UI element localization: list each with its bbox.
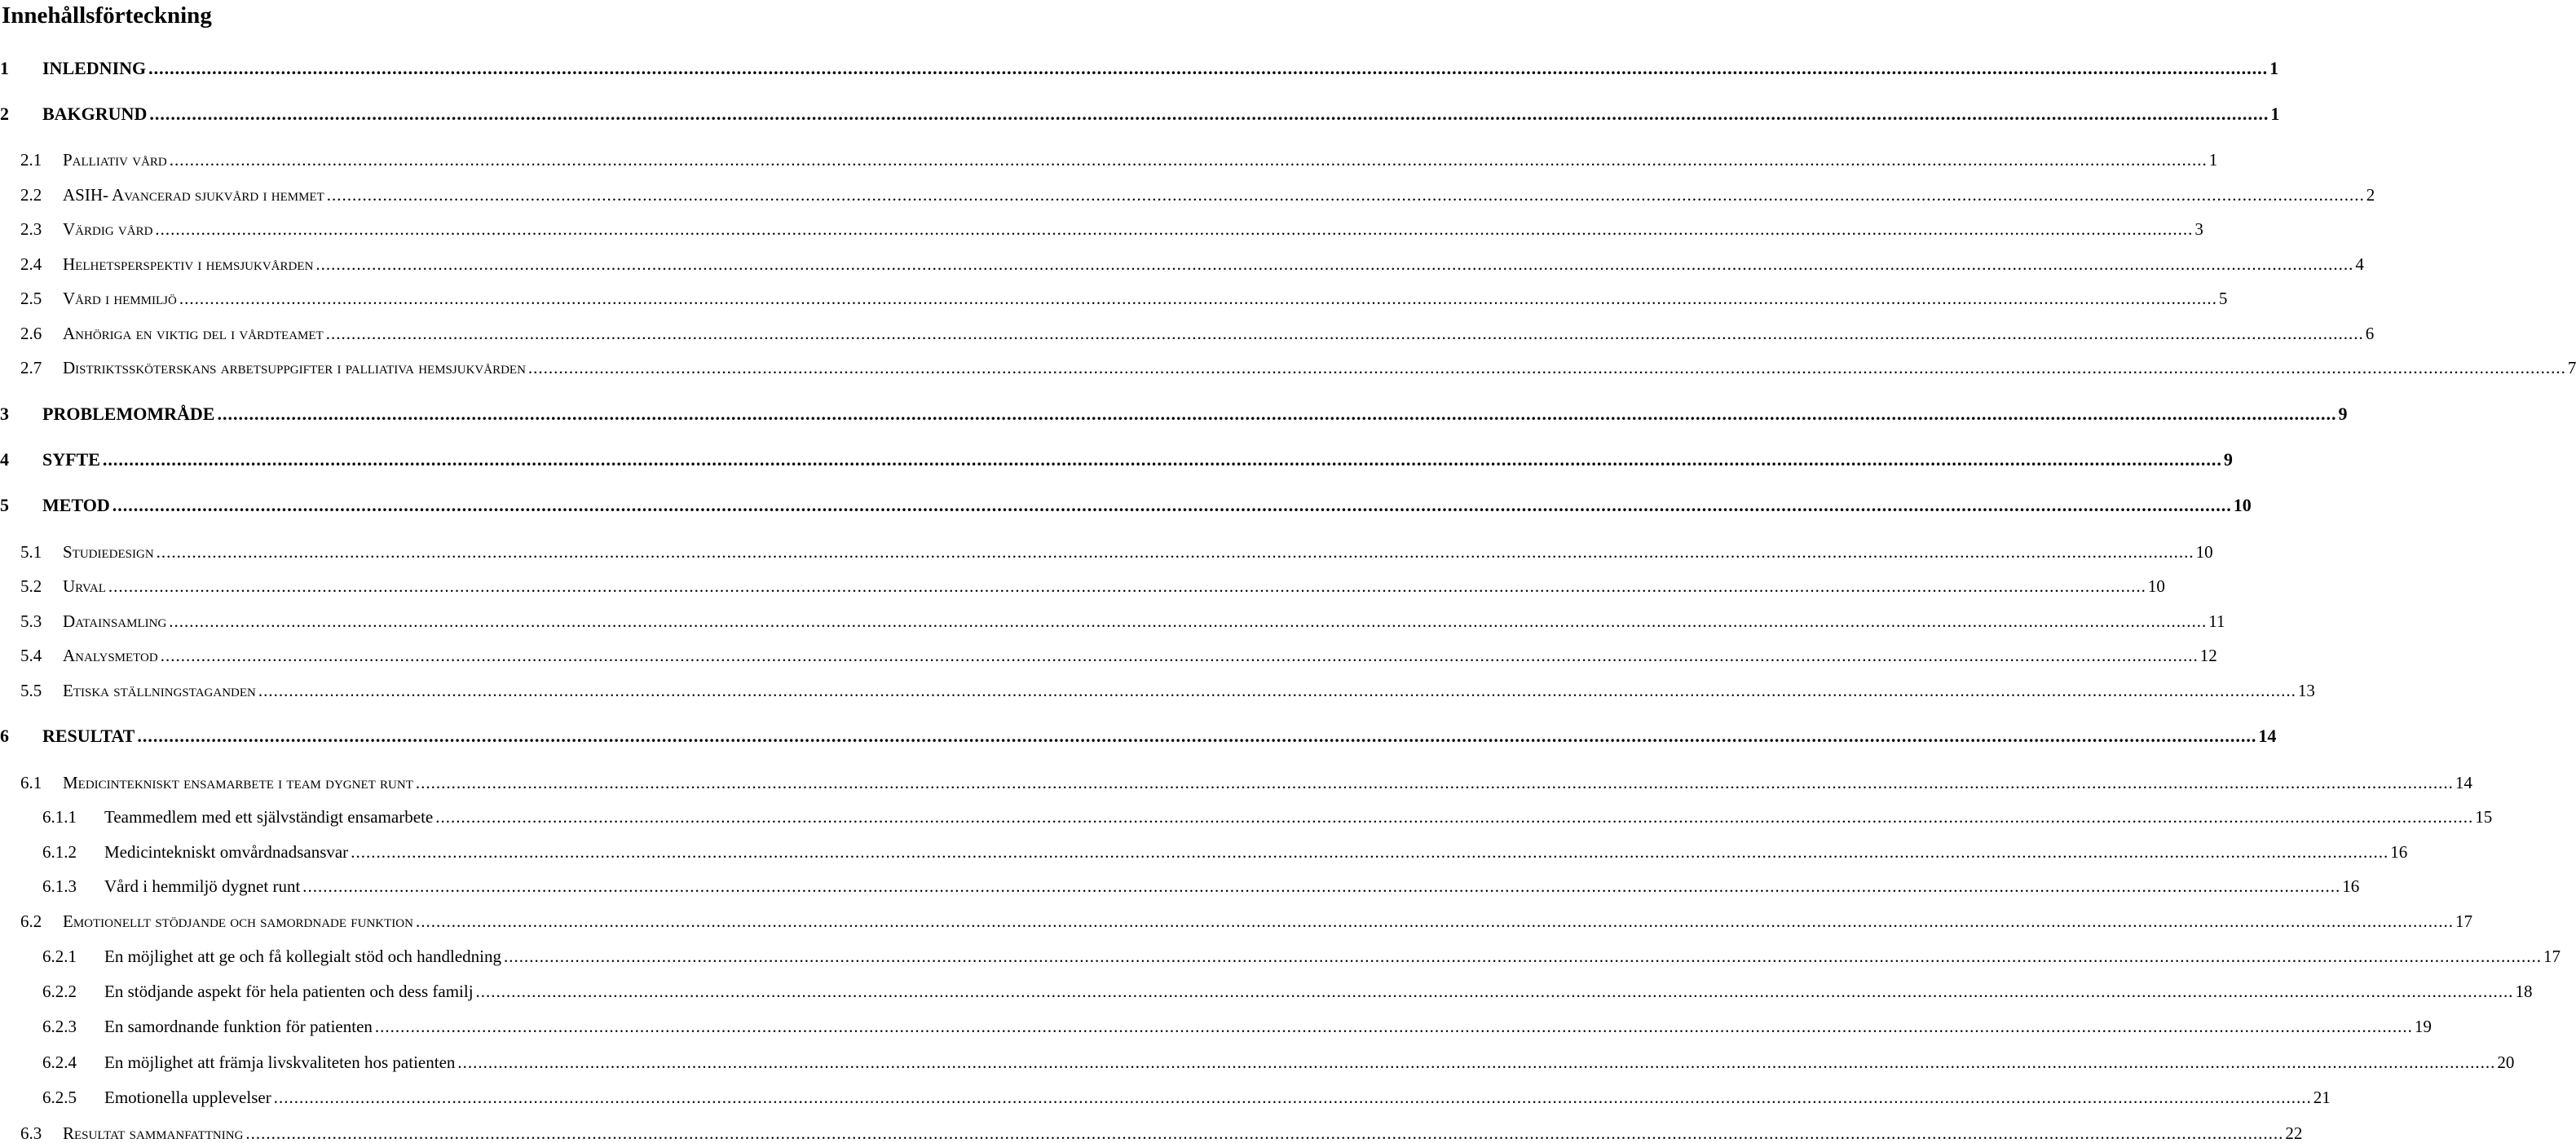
toc-entry-number: 6.1.2 bbox=[42, 842, 77, 862]
toc-entry-page-number: 7 bbox=[2567, 358, 2576, 377]
toc-entry-number: 6.1.1 bbox=[42, 807, 77, 827]
toc-entry-page-number: 5 bbox=[2218, 289, 2228, 308]
toc-entry-page-number: 16 bbox=[2342, 876, 2360, 896]
dot-leader: ................................................................................................................................................................................................................................................................................................................................................................................................................ bbox=[108, 576, 2146, 596]
toc-entry-title: BAKGRUND bbox=[42, 104, 148, 124]
toc-entry-page-number: 12 bbox=[2199, 646, 2217, 665]
toc-entry-title: Resultat sammanfattning bbox=[63, 1123, 244, 1143]
toc-entry-page-number: 17 bbox=[2543, 947, 2561, 966]
dot-leader: ................................................................................................................................................................................................................................................................................................................................................................................................................ bbox=[155, 219, 2194, 239]
toc-entry-title: Palliativ vård bbox=[63, 150, 167, 170]
toc-entry-page-number: 10 bbox=[2195, 542, 2213, 562]
toc-entry-number: 5.1 bbox=[20, 542, 42, 562]
toc-entry-page-number: 22 bbox=[2285, 1123, 2303, 1143]
toc-entry[interactable] bbox=[0, 723, 2277, 746]
toc-entry[interactable] bbox=[0, 1049, 2515, 1072]
toc-entry-title: Värdig vård bbox=[63, 219, 153, 239]
toc-entry-number: 4 bbox=[0, 449, 9, 470]
toc-entry-number: 6.2.3 bbox=[42, 1017, 77, 1036]
dot-leader: ................................................................................................................................................................................................................................................................................................................................................................................................................ bbox=[137, 726, 2257, 746]
toc-entry-page-number: 13 bbox=[2297, 681, 2315, 700]
toc-entry-page-number: 9 bbox=[2223, 449, 2233, 470]
toc-entry[interactable] bbox=[0, 943, 2561, 966]
dot-leader: ................................................................................................................................................................................................................................................................................................................................................................................................................ bbox=[148, 58, 2269, 78]
toc-entry-number: 6.3 bbox=[20, 1123, 42, 1143]
toc-entry-title: METOD bbox=[42, 495, 110, 515]
toc-entry-page-number: 14 bbox=[2455, 773, 2472, 792]
toc-entry-title: En möjlighet att främja livskvaliteten hos patienten bbox=[104, 1053, 456, 1072]
toc-heading: Innehållsförteckning bbox=[2, 2, 212, 29]
toc-entry-number: 6.2.1 bbox=[42, 947, 77, 966]
toc-entry-number: 5.3 bbox=[20, 611, 42, 631]
toc-entry[interactable] bbox=[0, 355, 2576, 377]
toc-entry-page-number: 9 bbox=[2338, 404, 2348, 424]
toc-entry-page-number: 20 bbox=[2497, 1053, 2515, 1072]
dot-leader: ................................................................................................................................................................................................................................................................................................................................................................................................................ bbox=[315, 254, 2354, 274]
toc-entry-number: 5.2 bbox=[20, 576, 42, 596]
toc-entry[interactable] bbox=[0, 1013, 2432, 1036]
dot-leader: ................................................................................................................................................................................................................................................................................................................................................................................................................ bbox=[245, 1123, 2284, 1143]
dot-leader: ................................................................................................................................................................................................................................................................................................................................................................................................................ bbox=[475, 982, 2514, 1001]
toc-entry[interactable] bbox=[0, 677, 2315, 700]
toc-entry-title: Analysmetod bbox=[63, 646, 158, 665]
toc-entry-page-number: 1 bbox=[2208, 150, 2218, 170]
toc-entry-page-number: 10 bbox=[2233, 495, 2252, 515]
toc-entry-title: Anhöriga en viktig del i vårdteamet bbox=[63, 324, 324, 343]
dot-leader: ................................................................................................................................................................................................................................................................................................................................................................................................................ bbox=[169, 150, 2208, 170]
toc-entry-page-number: 19 bbox=[2414, 1017, 2432, 1036]
toc-entry-page-number: 3 bbox=[2194, 219, 2203, 239]
toc-entry[interactable] bbox=[0, 573, 2165, 596]
toc-entry-title: Emotionellt stödjande och samordnade funktion bbox=[63, 911, 413, 931]
toc-entry-title: Vård i hemmiljö dygnet runt bbox=[104, 876, 301, 896]
toc-entry-title: PROBLEMOMRÅDE bbox=[42, 404, 215, 424]
toc-entry-number: 2.4 bbox=[20, 254, 42, 274]
toc-entry[interactable] bbox=[0, 147, 2218, 170]
toc-entry-page-number: 4 bbox=[2355, 254, 2364, 274]
toc-entry[interactable] bbox=[0, 1084, 2331, 1107]
toc-entry-title: Studiedesign bbox=[63, 542, 154, 562]
toc-entry-page-number: 11 bbox=[2208, 611, 2225, 631]
dot-leader: ................................................................................................................................................................................................................................................................................................................................................................................................................ bbox=[435, 807, 2474, 827]
toc-entry-title: Datainsamling bbox=[63, 611, 167, 631]
toc-entry-title: ASIH- Avancerad sjukvård i hemmet bbox=[63, 185, 324, 205]
toc-entry-title: En stödjande aspekt för hela patienten och dess familj bbox=[104, 982, 474, 1001]
toc-entry-page-number: 14 bbox=[2258, 726, 2277, 746]
toc-entry[interactable] bbox=[0, 447, 2233, 470]
toc-entry[interactable] bbox=[0, 908, 2472, 931]
dot-leader: ................................................................................................................................................................................................................................................................................................................................................................................................................ bbox=[503, 947, 2542, 966]
toc-entry-title: SYFTE bbox=[42, 449, 100, 470]
toc-entry-title: Urval bbox=[63, 576, 106, 596]
toc-entry-number: 5 bbox=[0, 495, 9, 515]
toc-entry-title: Medicintekniskt ensamarbete i team dygnet runt bbox=[63, 773, 413, 792]
dot-leader: ................................................................................................................................................................................................................................................................................................................................................................................................................ bbox=[415, 911, 2454, 931]
toc-entry[interactable] bbox=[0, 978, 2533, 1001]
dot-leader: ................................................................................................................................................................................................................................................................................................................................................................................................................ bbox=[258, 681, 2296, 700]
toc-entry-number: 2 bbox=[0, 104, 9, 124]
toc-entry-title: En möjlighet att ge och få kollegialt stöd och handledning bbox=[104, 947, 501, 966]
dot-leader: ................................................................................................................................................................................................................................................................................................................................................................................................................ bbox=[325, 324, 2364, 343]
dot-leader: ................................................................................................................................................................................................................................................................................................................................................................................................................ bbox=[156, 542, 2194, 562]
toc-entry[interactable] bbox=[0, 1120, 2303, 1143]
toc-entry[interactable] bbox=[0, 770, 2472, 792]
toc-entry[interactable] bbox=[0, 55, 2279, 78]
toc-entry-number: 2.7 bbox=[20, 358, 42, 377]
toc-entry-number: 6 bbox=[0, 726, 9, 746]
toc-entry-number: 6.2.5 bbox=[42, 1088, 77, 1107]
dot-leader: ................................................................................................................................................................................................................................................................................................................................................................................................................ bbox=[326, 185, 2365, 205]
toc-entry-number: 6.2.4 bbox=[42, 1053, 77, 1072]
toc-entry-page-number: 18 bbox=[2515, 982, 2533, 1001]
toc-entry[interactable] bbox=[0, 216, 2203, 239]
dot-leader: ................................................................................................................................................................................................................................................................................................................................................................................................................ bbox=[527, 358, 2566, 377]
toc-entry-number: 5.5 bbox=[20, 681, 42, 700]
dot-leader: ................................................................................................................................................................................................................................................................................................................................................................................................................ bbox=[160, 646, 2199, 665]
toc-entry-page-number: 16 bbox=[2390, 842, 2408, 862]
dot-leader: ................................................................................................................................................................................................................................................................................................................................................................................................................ bbox=[112, 495, 2232, 515]
toc-entry-number: 2.2 bbox=[20, 185, 42, 205]
toc-entry-page-number: 10 bbox=[2147, 576, 2165, 596]
toc-entry-number: 6.2 bbox=[20, 911, 42, 931]
toc-entry-title: INLEDNING bbox=[42, 58, 147, 78]
dot-leader: ................................................................................................................................................................................................................................................................................................................................................................................................................ bbox=[217, 404, 2337, 424]
toc-entry-number: 5.4 bbox=[20, 646, 42, 665]
toc-entry-page-number: 1 bbox=[2269, 58, 2279, 78]
toc-entry-number: 2.3 bbox=[20, 219, 42, 239]
toc-entry-page-number: 2 bbox=[2366, 185, 2375, 205]
dot-leader: ................................................................................................................................................................................................................................................................................................................................................................................................................ bbox=[169, 611, 2208, 631]
toc-entry-number: 2.5 bbox=[20, 289, 42, 308]
dot-leader: ................................................................................................................................................................................................................................................................................................................................................................................................................ bbox=[179, 289, 2217, 308]
dot-leader: ................................................................................................................................................................................................................................................................................................................................................................................................................ bbox=[374, 1017, 2413, 1036]
toc-entry-title: Medicintekniskt omvårdnadsansvar bbox=[104, 842, 349, 862]
toc-entry-number: 2.1 bbox=[20, 150, 42, 170]
toc-entry-number: 6.1 bbox=[20, 773, 42, 792]
dot-leader: ................................................................................................................................................................................................................................................................................................................................................................................................................ bbox=[149, 104, 2269, 124]
toc-entry-title: En samordnande funktion för patienten bbox=[104, 1017, 373, 1036]
dot-leader: ................................................................................................................................................................................................................................................................................................................................................................................................................ bbox=[351, 842, 2389, 862]
toc-entry[interactable] bbox=[0, 101, 2280, 124]
toc-entry-title: Emotionella upplevelser bbox=[104, 1088, 271, 1107]
toc-entry[interactable] bbox=[0, 608, 2225, 631]
toc-entry-page-number: 17 bbox=[2455, 911, 2472, 931]
toc-entry-title: Teammedlem med ett självständigt ensamarbete bbox=[104, 807, 434, 827]
toc-entry-number: 1 bbox=[0, 58, 9, 78]
toc-entry[interactable] bbox=[0, 642, 2217, 665]
toc-entry-title: Distriktssköterskans arbetsuppgifter i palliativa hemsjukvården bbox=[63, 358, 526, 377]
toc-entry-title: Helhetsperspektiv i hemsjukvården bbox=[63, 254, 314, 274]
toc-entry-page-number: 21 bbox=[2313, 1088, 2331, 1107]
toc-entry-title: Vård i hemmiljö bbox=[63, 289, 177, 308]
toc-entry-title: Etiska ställningstaganden bbox=[63, 681, 256, 700]
toc-entry[interactable] bbox=[0, 251, 2364, 274]
toc-entry-number: 3 bbox=[0, 404, 9, 424]
toc-entry-page-number: 1 bbox=[2270, 104, 2280, 124]
toc-entry-page-number: 15 bbox=[2475, 807, 2493, 827]
dot-leader: ................................................................................................................................................................................................................................................................................................................................................................................................................ bbox=[302, 876, 2341, 896]
toc-entry[interactable] bbox=[0, 804, 2493, 827]
toc-entry[interactable] bbox=[0, 839, 2408, 862]
toc-entry[interactable] bbox=[0, 873, 2360, 896]
toc-entry-number: 2.6 bbox=[20, 324, 42, 343]
dot-leader: ................................................................................................................................................................................................................................................................................................................................................................................................................ bbox=[415, 773, 2454, 792]
toc-entry[interactable] bbox=[0, 182, 2375, 205]
toc-entry-page-number: 6 bbox=[2365, 324, 2375, 343]
toc-entry-title: RESULTAT bbox=[42, 726, 135, 746]
toc-entry[interactable] bbox=[0, 401, 2348, 424]
toc-entry[interactable] bbox=[0, 285, 2228, 308]
dot-leader: ................................................................................................................................................................................................................................................................................................................................................................................................................ bbox=[273, 1088, 2312, 1107]
toc-entry[interactable] bbox=[0, 539, 2213, 562]
toc-entry-number: 6.2.2 bbox=[42, 982, 77, 1001]
toc-entry-number: 6.1.3 bbox=[42, 876, 77, 896]
toc-entry[interactable] bbox=[0, 320, 2375, 343]
dot-leader: ................................................................................................................................................................................................................................................................................................................................................................................................................ bbox=[457, 1053, 2496, 1072]
dot-leader: ................................................................................................................................................................................................................................................................................................................................................................................................................ bbox=[102, 449, 2222, 470]
toc-entry[interactable] bbox=[0, 492, 2252, 515]
